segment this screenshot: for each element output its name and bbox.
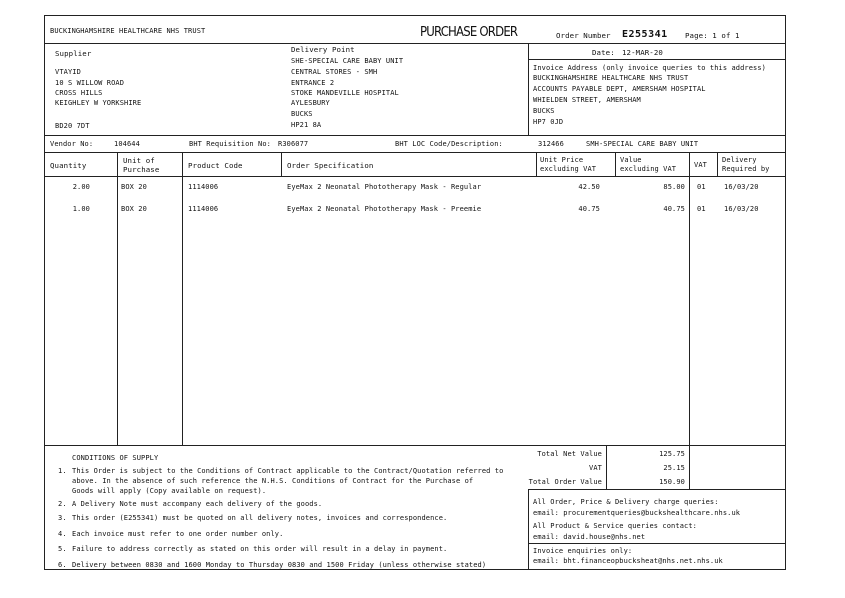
vendor-number: 104644 <box>114 140 140 148</box>
item-vat: 01 <box>697 183 706 191</box>
item-delivery-date: 16/03/20 <box>724 183 759 191</box>
col-value: excluding VAT <box>620 165 677 173</box>
condition-number: 5. <box>58 545 67 553</box>
col-unit-price: excluding VAT <box>540 165 597 173</box>
column-separator <box>689 152 690 445</box>
condition-number: 4. <box>58 530 67 538</box>
condition-text: Failure to address correctly as stated on this order will result in a delay in payment. <box>72 545 448 553</box>
requisition-number: R306077 <box>278 140 309 148</box>
loc-label: BHT LOC Code/Description: <box>395 140 503 148</box>
invoice-line: ACCOUNTS PAYABLE DEPT, AMERSHAM HOSPITAL <box>533 85 706 93</box>
condition-text: This Order is subject to the Conditions of Contract applicable to the Contract/Quotation referred to <box>72 467 504 475</box>
item-product-code: 1114006 <box>188 205 219 213</box>
condition-number: 1. <box>58 467 67 475</box>
column-separator <box>117 152 118 445</box>
condition-text: Goods will apply (Copy available on request). <box>72 487 267 495</box>
delivery-line: HP21 8A <box>291 121 322 129</box>
loc-description: SMH-SPECIAL CARE BABY UNIT <box>586 140 699 148</box>
col-delivery: Delivery <box>722 156 757 164</box>
condition-text: Each invoice must refer to one order number only. <box>72 530 284 538</box>
delivery-line: ENTRANCE 2 <box>291 79 335 87</box>
item-specification: EyeMax 2 Neonatal Phototherapy Mask - Regular <box>287 183 482 191</box>
item-unit-price: 42.50 <box>578 183 600 191</box>
order-date: 12-MAR-20 <box>622 48 663 57</box>
column-header-divider <box>44 176 786 177</box>
requisition-label: BHT Requisition No: <box>189 140 271 148</box>
vat-label: VAT <box>589 464 602 472</box>
col-uop: Unit of <box>123 156 155 165</box>
totals-separator <box>606 445 607 489</box>
item-unit-price: 40.75 <box>578 205 600 213</box>
condition-text: Delivery between 0830 and 1600 Monday to Thursday 0830 and 1500 Friday (unless otherwise stated) <box>72 561 487 569</box>
item-quantity: 2.00 <box>72 183 90 191</box>
date-label: Date: <box>592 48 615 57</box>
col-product-code: Product Code <box>188 161 243 170</box>
item-delivery-date: 16/03/20 <box>724 205 759 213</box>
col-unit-price: Unit Price <box>540 156 584 164</box>
column-separator <box>281 152 282 177</box>
delivery-line: STOKE MANDEVILLE HOSPITAL <box>291 89 399 97</box>
loc-code: 312466 <box>538 140 564 148</box>
condition-number: 6. <box>58 561 67 569</box>
col-specification: Order Specification <box>287 161 374 170</box>
total-order-label: Total Order Value <box>528 478 602 486</box>
totals-separator <box>689 445 690 489</box>
condition-text: above. In the absence of such reference the N.H.S. Conditions of Contract for the Purchase of <box>72 477 474 485</box>
contact-line: email: procurementqueries@buckshealthcare.nhs.uk <box>533 509 741 517</box>
contact-line: email: bht.financeopbucksheat@nhs.net.nhs.uk <box>533 557 723 565</box>
vat-value: 25.15 <box>663 464 685 472</box>
page-title: PURCHASE ORDER <box>420 25 518 40</box>
col-value: Value <box>620 156 642 164</box>
invoice-line: BUCKINGHAMSHIRE HEALTHCARE NHS TRUST <box>533 74 689 82</box>
order-number: E255341 <box>622 29 668 40</box>
col-uop: Purchase <box>123 165 160 174</box>
item-vat: 01 <box>697 205 706 213</box>
supplier-postcode: BD20 7DT <box>55 122 90 130</box>
total-net-value: 125.75 <box>659 450 685 458</box>
col-vat: VAT <box>694 161 707 169</box>
column-separator <box>615 152 616 177</box>
item-product-code: 1114006 <box>188 183 219 191</box>
contact-line: All Order, Price & Delivery charge queries: <box>533 498 719 506</box>
contact-line: email: david.house@nhs.net <box>533 533 646 541</box>
item-value: 40.75 <box>663 205 685 213</box>
item-quantity: 1.00 <box>72 205 90 213</box>
invoice-line: HP7 0JD <box>533 118 564 126</box>
address-bottom-divider <box>44 135 786 136</box>
delivery-point-label: Delivery Point <box>291 45 355 54</box>
trust-name: BUCKINGHAMSHIRE HEALTHCARE NHS TRUST <box>50 27 206 35</box>
invoice-line: WHIELDEN STREET, AMERSHAM <box>533 96 641 104</box>
vendor-label: Vendor No: <box>50 140 94 148</box>
col-quantity: Quantity <box>50 161 87 170</box>
supplier-line: VTAYID <box>55 68 81 76</box>
supplier-line: 10 S WILLOW ROAD <box>55 79 125 87</box>
supplier-line: CROSS HILLS <box>55 89 103 97</box>
delivery-line: SHE-SPECIAL CARE BABY UNIT <box>291 57 404 65</box>
condition-number: 2. <box>58 500 67 508</box>
total-order-value: 150.90 <box>659 478 685 486</box>
contact-divider <box>528 543 786 544</box>
refs-divider <box>44 152 786 153</box>
condition-text: This order (E255341) must be quoted on all delivery notes, invoices and correspondence. <box>72 514 448 522</box>
condition-number: 3. <box>58 514 67 522</box>
address-divider <box>528 43 529 135</box>
contact-line: All Product & Service queries contact: <box>533 522 697 530</box>
item-uop: BOX 20 <box>121 205 147 213</box>
page-count: Page: 1 of 1 <box>685 31 740 40</box>
column-separator <box>717 152 718 177</box>
total-net-label: Total Net Value <box>537 450 602 458</box>
conditions-title: CONDITIONS OF SUPPLY <box>72 454 159 462</box>
condition-text: A Delivery Note must accompany each delivery of the goods. <box>72 500 323 508</box>
supplier-line: KEIGHLEY W YORKSHIRE <box>55 99 142 107</box>
column-separator <box>182 152 183 445</box>
item-uop: BOX 20 <box>121 183 147 191</box>
delivery-line: BUCKS <box>291 110 313 118</box>
invoice-line: BUCKS <box>533 107 555 115</box>
order-number-label: Order Number <box>556 31 611 40</box>
delivery-line: AYLESBURY <box>291 99 330 107</box>
item-specification: EyeMax 2 Neonatal Phototherapy Mask - Preemie <box>287 205 482 213</box>
table-bottom-divider <box>44 445 786 446</box>
invoice-address-label: Invoice Address (only invoice queries to this address) <box>533 64 766 72</box>
item-value: 85.00 <box>663 183 685 191</box>
column-separator <box>536 152 537 177</box>
contact-line: Invoice enquiries only: <box>533 547 633 555</box>
col-delivery: Required by <box>722 165 770 173</box>
delivery-line: CENTRAL STORES - SMH <box>291 68 378 76</box>
supplier-label: Supplier <box>55 49 92 58</box>
date-divider <box>528 59 786 60</box>
header-divider <box>44 43 786 44</box>
